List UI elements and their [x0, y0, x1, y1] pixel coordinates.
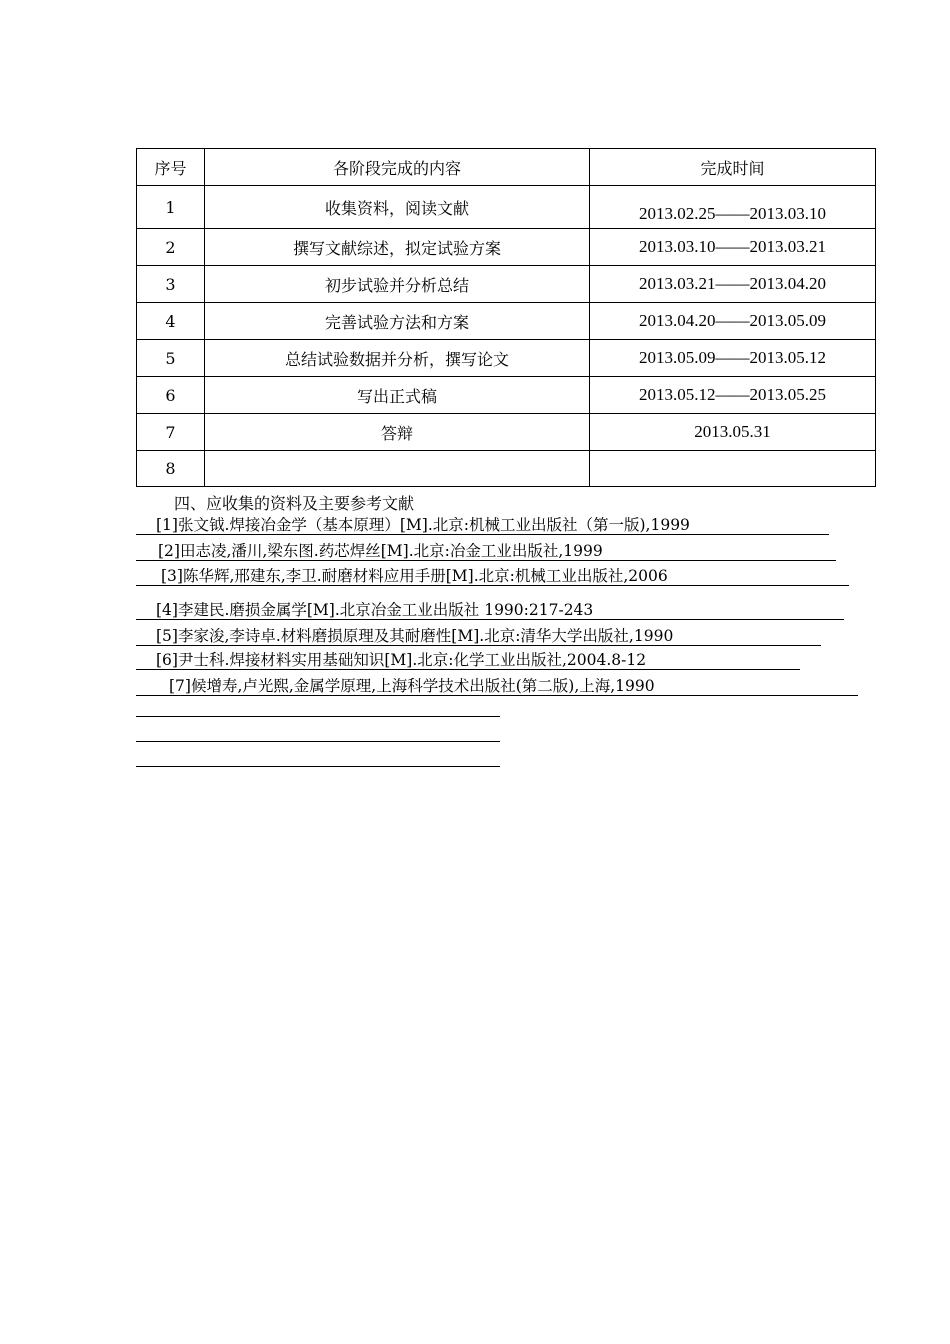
- row-content: 初步试验并分析总结: [205, 266, 590, 303]
- row-time: 2013.03.10——2013.03.21: [590, 229, 876, 266]
- row-time: 2013.04.20——2013.05.09: [590, 303, 876, 340]
- header-no: 序号: [137, 149, 205, 186]
- row-content: 撰写文献综述，拟定试验方案: [205, 229, 590, 266]
- reference-item: [1]张文钺.焊接冶金学（基本原理）[M].北京:机械工业出版社（第一版),1999: [136, 515, 829, 535]
- row-time: 2013.03.21——2013.04.20: [590, 266, 876, 303]
- blank-line: [136, 716, 500, 717]
- row-content: [205, 451, 590, 487]
- reference-item: [7]候增寿,卢光熙,金属学原理,上海科学技术出版社(第二版),上海,1990: [136, 676, 858, 696]
- reference-item: [5]李家浚,李诗卓.材料磨损原理及其耐磨性[M].北京:清华大学出版社,1990: [136, 626, 821, 646]
- table-row: [137, 451, 876, 487]
- row-no: 7: [137, 414, 205, 451]
- row-content: 总结试验数据并分析，撰写论文: [205, 340, 590, 377]
- row-no: 2: [137, 229, 205, 266]
- row-time-text: 2013.02.25——2013.03.10: [639, 204, 826, 223]
- table-row: [137, 186, 876, 229]
- schedule-table: [136, 148, 876, 487]
- row-time: 2013.05.09——2013.05.12: [590, 340, 876, 377]
- row-content: 答辩: [205, 414, 590, 451]
- row-no: 4: [137, 303, 205, 340]
- header-content: 各阶段完成的内容: [205, 149, 590, 186]
- table-header-row: [137, 149, 876, 186]
- header-time: 完成时间: [590, 149, 876, 186]
- row-time: 2013.05.31: [590, 414, 876, 451]
- reference-item: [4]李建民.磨损金属学[M].北京冶金工业出版社 1990:217-243: [136, 600, 844, 620]
- blank-line: [136, 766, 500, 767]
- table-row: [137, 229, 876, 266]
- row-content: 收集资料，阅读文献: [205, 186, 590, 229]
- row-no: 6: [137, 377, 205, 414]
- references-title: 四、应收集的资料及主要参考文献: [174, 494, 415, 513]
- reference-item: [6]尹士科.焊接材料实用基础知识[M].北京:化学工业出版社,2004.8-12: [136, 650, 800, 670]
- table-row: [137, 303, 876, 340]
- row-time: [590, 186, 876, 229]
- row-no: 5: [137, 340, 205, 377]
- table-row: [137, 377, 876, 414]
- table-row: [137, 266, 876, 303]
- row-no: 8: [137, 451, 205, 487]
- reference-item: [3]陈华辉,邢建东,李卫.耐磨材料应用手册[M].北京:机械工业出版社,2006: [136, 566, 849, 586]
- row-no: 1: [137, 186, 205, 229]
- row-content: 写出正式稿: [205, 377, 590, 414]
- reference-item: [2]田志凌,潘川,梁东图.药芯焊丝[M].北京:冶金工业出版社,1999: [136, 541, 836, 561]
- row-content: 完善试验方法和方案: [205, 303, 590, 340]
- row-no: 3: [137, 266, 205, 303]
- blank-line: [136, 741, 500, 742]
- row-time: [590, 451, 876, 487]
- row-time: 2013.05.12——2013.05.25: [590, 377, 876, 414]
- table-row: [137, 340, 876, 377]
- table-row: [137, 414, 876, 451]
